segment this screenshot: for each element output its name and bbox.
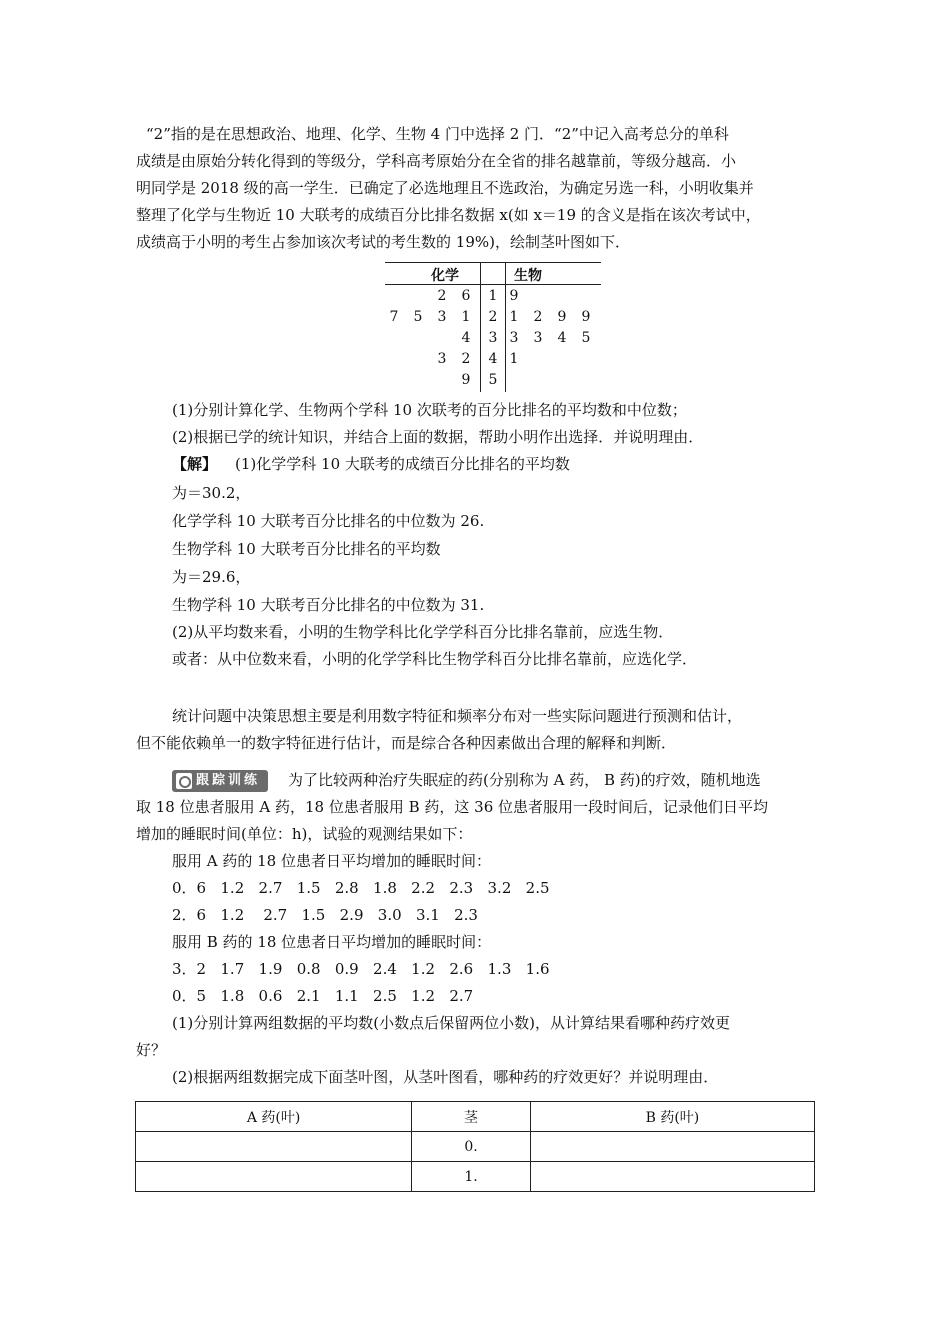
intro-line-1: “2”指的是在思想政治、地理、化学、生物 4 门中选择 2 门．“2”中记入高考总分的单科 (146, 125, 729, 143)
biology-leaf: 4 (557, 330, 567, 346)
solution-line-3: 化学学科 10 大联考百分比排名的中位数为 26. (172, 512, 485, 530)
biology-leaf: 9 (557, 309, 567, 325)
solution-line-4: 生物学科 10 大联考百分比排名的平均数 (172, 540, 441, 558)
figure-left-divider (480, 262, 481, 392)
chemistry-leaf: 7 (389, 309, 399, 325)
figure-right-divider (505, 262, 506, 392)
summary-line-1: 统计问题中决策思想主要是利用数字特征和频率分布对一些实际问题进行预测和估计， (172, 707, 743, 725)
biology-leaf: 3 (509, 330, 519, 346)
chemistry-leaf: 5 (413, 309, 423, 325)
table-row (136, 1162, 815, 1192)
drug-a-title: 服用 A 药的 18 位患者日平均增加的睡眠时间： (172, 852, 491, 870)
chemistry-header: 化学 (431, 268, 459, 284)
stem-cell: 0. (412, 1132, 531, 1162)
solution-tag: 【解】 (172, 455, 218, 473)
chemistry-leaf: 2 (437, 288, 447, 304)
chemistry-leaf: 3 (437, 309, 447, 325)
followup-line-1: 为了比较两种治疗失眠症的药(分别称为 A 药， B 药)的疗效，随机地选 (288, 771, 761, 789)
stem-leaf-figure (385, 262, 601, 392)
figure-top-rule (385, 262, 601, 263)
intro-line-2: 成绩是由原始分转化得到的等级分，学科高考原始分在全省的排名越靠前，等级分越高．小 (136, 152, 737, 170)
stem-leaf-answer-table (135, 1101, 815, 1192)
checklist-icon (176, 773, 192, 789)
stem-value: 2 (488, 309, 498, 325)
followup-question-1b: 好？ (136, 1041, 167, 1059)
chemistry-leaf: 6 (461, 288, 471, 304)
biology-leaf: 5 (581, 330, 591, 346)
chemistry-leaf: 2 (461, 351, 471, 367)
followup-line-2: 取 18 位患者服用 A 药，18 位患者服用 B 药，这 36 位患者服用一段时间后，记录他们日平均 (136, 798, 769, 816)
table-header-row (136, 1102, 815, 1132)
intro-line-4: 整理了化学与生物近 10 大联考的成绩百分比排名数据 x(如 x＝19 的含义是指在该次考试中， (136, 206, 761, 224)
b-leaf-cell[interactable] (530, 1132, 814, 1162)
drug-a-data-row-2: 2．6 1.2 2.7 1.5 2.9 3.0 3.1 2.3 (172, 906, 478, 924)
biology-leaf: 1 (509, 351, 519, 367)
header-a-leaf: A 药(叶) (136, 1102, 412, 1132)
a-leaf-cell[interactable] (136, 1162, 412, 1192)
biology-leaf: 9 (581, 309, 591, 325)
table-row (136, 1132, 815, 1162)
intro-line-3: 明同学是 2018 级的高一学生．已确定了必选地理且不选政治，为确定另选一科，小明收集并 (136, 179, 754, 197)
solution-text-1: (1)化学学科 10 大联考的成绩百分比排名的平均数 (235, 455, 570, 473)
followup-question-1a: (1)分别计算两组数据的平均数(小数点后保留两位小数)，从计算结果看哪种药疗效更 (172, 1014, 730, 1032)
header-stem: 茎 (412, 1102, 531, 1132)
stem-cell: 1. (412, 1162, 531, 1192)
biology-leaf: 3 (533, 330, 543, 346)
drug-b-data-row-1: 3．2 1.7 1.9 0.8 0.9 2.4 1.2 2.6 1.3 1.6 (172, 960, 550, 978)
drug-a-data-row-1: 0．6 1.2 2.7 1.5 2.8 1.8 2.2 2.3 3.2 2.5 (172, 879, 550, 897)
chemistry-leaf: 4 (461, 330, 471, 346)
badge-label: 跟踪训练 (196, 773, 261, 788)
follow-up-training-badge (172, 770, 268, 792)
solution-line-6: 生物学科 10 大联考百分比排名的中位数为 31. (172, 596, 485, 614)
followup-line-3: 增加的睡眠时间(单位：h)，试验的观测结果如下： (136, 825, 473, 843)
solution-line-1 (172, 454, 570, 474)
solution-line-8: 或者：从中位数来看，小明的化学学科比生物学科百分比排名靠前，应选化学． (172, 650, 698, 668)
question-2: (2)根据已学的统计知识，并结合上面的数据，帮助小明作出选择．并说明理由． (172, 428, 704, 446)
drug-b-title: 服用 B 药的 18 位患者日平均增加的睡眠时间： (172, 933, 492, 951)
intro-line-5: 成绩高于小明的考生占参加该次考试的考生数的 19%)，绘制茎叶图如下． (136, 233, 630, 251)
a-leaf-cell[interactable] (136, 1132, 412, 1162)
biology-leaf: 9 (509, 288, 519, 304)
stem-value: 1 (488, 288, 498, 304)
b-leaf-cell[interactable] (530, 1162, 814, 1192)
biology-leaf: 1 (509, 309, 519, 325)
figure-header-rule (385, 284, 601, 285)
solution-line-2: 为＝30.2， (172, 484, 251, 502)
biology-header: 生物 (514, 268, 542, 284)
header-b-leaf: B 药(叶) (530, 1102, 814, 1132)
chemistry-leaf: 3 (437, 351, 447, 367)
biology-leaf: 2 (533, 309, 543, 325)
chemistry-leaf: 9 (461, 372, 471, 388)
drug-b-data-row-2: 0．5 1.8 0.6 2.1 1.1 2.5 1.2 2.7 (172, 987, 474, 1005)
solution-line-7: (2)从平均数来看，小明的生物学科比化学学科百分比排名靠前，应选生物． (172, 623, 674, 641)
chemistry-leaf: 1 (461, 309, 471, 325)
stem-value: 4 (488, 351, 498, 367)
question-1: (1)分别计算化学、生物两个学科 10 次联考的百分比排名的平均数和中位数； (172, 401, 687, 419)
stem-value: 5 (488, 372, 498, 388)
followup-question-2: (2)根据两组数据完成下面茎叶图，从茎叶图看，哪种药的疗效更好？并说明理由． (172, 1068, 719, 1086)
summary-line-2: 但不能依赖单一的数字特征进行估计，而是综合各种因素做出合理的解释和判断． (136, 734, 677, 752)
stem-value: 3 (488, 330, 498, 346)
solution-line-5: 为＝29.6， (172, 568, 251, 586)
